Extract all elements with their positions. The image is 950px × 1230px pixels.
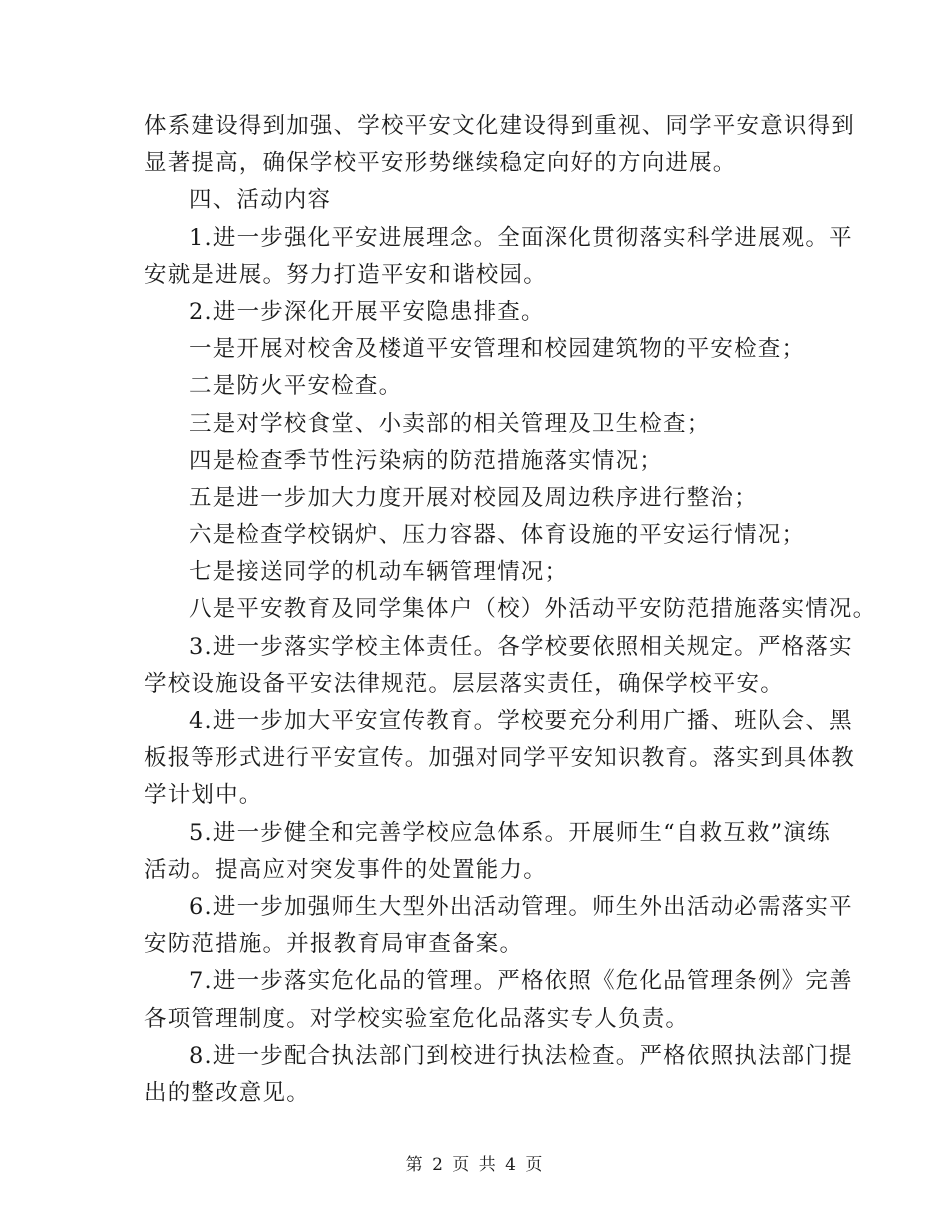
text-line: 安防范措施。并报教育局审查备案。 [144, 931, 524, 958]
text-line: 学计划中。 [144, 782, 263, 809]
text-line: 八是平安教育及同学集体户（校）外活动平安防范措施落实情况。 [189, 596, 877, 623]
text-line: 3.进一步落实学校主体责任。各学校要依照相关规定。严格落实 [189, 633, 853, 660]
text-line: 安就是进展。努力打造平安和谐校园。 [144, 261, 547, 288]
text-line: 6.进一步加强师生大型外出活动管理。师生外出活动必需落实平 [189, 893, 853, 920]
text-line: 六是检查学校锅炉、压力容器、体育设施的平安运行情况； [189, 522, 806, 549]
document-body [144, 108, 877, 1112]
text-line: 活动。提高应对突发事件的处置能力。 [144, 856, 547, 883]
text-line: 5.进一步健全和完善学校应急体系。开展师生“自救互救”演练 [189, 819, 831, 846]
text-line: 四是检查季节性污染病的防范措施落实情况； [189, 447, 664, 474]
text-line: 学校设施设备平安法律规范。层层落实责任，确保学校平安。 [144, 670, 784, 697]
text-line: 一是开展对校舍及楼道平安管理和校园建筑物的平安检查； [189, 336, 806, 363]
text-line: 显著提高，确保学校平安形势继续稳定向好的方向进展。 [144, 150, 737, 177]
text-line: 4.进一步加大平安宣传教育。学校要充分利用广播、班队会、黑 [189, 708, 853, 734]
text-line: 各项管理制度。对学校实验室危化品落实专人负责。 [144, 1005, 690, 1032]
text-line: 板报等形式进行平安宣传。加强对同学平安知识教育。落实到具体教 [144, 745, 856, 772]
text-line: 三是对学校食堂、小卖部的相关管理及卫生检查； [189, 410, 711, 437]
text-line: 8.进一步配合执法部门到校进行执法检查。严格依照执法部门提 [189, 1042, 853, 1069]
text-line: 7.进一步落实危化品的管理。严格依照《危化品管理条例》完善 [189, 968, 853, 995]
text-line: 2.进一步深化开展平安隐患排查。 [189, 298, 545, 325]
text-line: 五是进一步加大力度开展对校园及周边秩序进行整治； [189, 484, 758, 511]
text-line: 四、活动内容 [189, 187, 332, 214]
text-line: 出的整改意见。 [144, 1079, 310, 1106]
text-line: 七是接送同学的机动车辆管理情况； [189, 559, 569, 586]
text-line: 二是防火平安检查。 [189, 373, 403, 400]
text-line: 体系建设得到加强、学校平安文化建设得到重视、同学平安意识得到 [144, 113, 856, 139]
text-line: 1.进一步强化平安进展理念。全面深化贯彻落实科学进展观。平 [189, 224, 853, 251]
page-number-footer: 第 2 页 共 4 页 [405, 1155, 545, 1175]
